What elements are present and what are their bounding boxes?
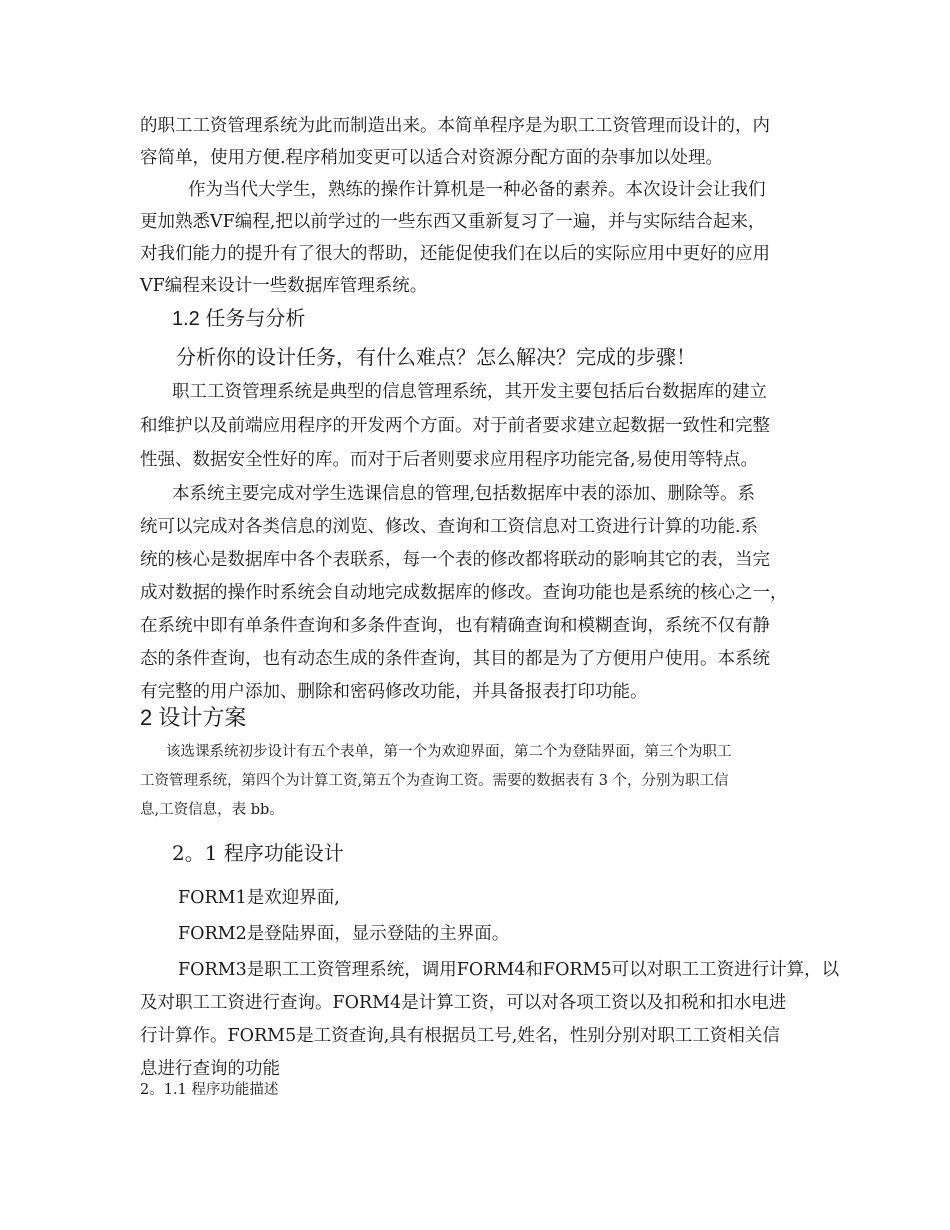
paragraph-line: 作为当代大学生，熟练的操作计算机是一种必备的素养。本次设计会让我们 (188, 180, 766, 200)
paragraph-line: 工资管理系统，第四个为计算工资,第五个为查询工资。需要的数据表有 3 个，分别为职工信 (140, 773, 729, 789)
paragraph-line: 对我们能力的提升有了很大的帮助，还能促使我们在以后的实际应用中更好的应用 (140, 244, 770, 264)
paragraph-line: VF编程来设计一些数据库管理系统。 (140, 276, 428, 296)
paragraph-line: 在系统中即有单条件查询和多条件查询，也有精确查询和模糊查询，系统不仅有静 (140, 616, 770, 636)
paragraph-line: 态的条件查询，也有动态生成的条件查询，其目的都是为了方便用户使用。本系统 (140, 649, 770, 669)
section-heading-2-1-1: 2。1.1 程序功能描述 (140, 1082, 279, 1098)
paragraph-line: 行计算作。FORM5是工资查询,具有根据员工号,姓名，性别分别对职工工资相关信 (140, 1026, 780, 1046)
section-heading-1-2: 1.2 任务与分析 (172, 308, 306, 330)
paragraph-line: 成对数据的操作时系统会自动地完成数据库的修改。查询功能也是系统的核心之一， (140, 583, 788, 603)
paragraph-line: 更加熟悉VF编程,把以前学过的一些东西又重新复习了一遍，并与实际结合起来， (140, 212, 766, 232)
paragraph-line: FORM3是职工工资管理系统，调用FORM4和FORM5可以对职工工资进行计算，以 (178, 960, 840, 980)
paragraph-line: 性强、数据安全性好的库。而对于后者则要求应用程序功能完备,易使用等特点。 (140, 450, 759, 470)
paragraph-line: FORM2是登陆界面，显示登陆的主界面。 (178, 924, 510, 944)
paragraph-line: FORM1是欢迎界面, (178, 888, 340, 908)
task-prompt: 分析你的设计任务，有什么难点？怎么解决？完成的步骤！ (176, 345, 696, 369)
paragraph-line: 本系统主要完成对学生选课信息的管理,包括数据库中表的添加、删除等。系 (172, 484, 756, 504)
paragraph-line: 容简单，使用方便.程序稍加变更可以适合对资源分配方面的杂事加以处理。 (140, 148, 724, 168)
paragraph-line: 有完整的用户添加、删除和密码修改功能，并具备报表打印功能。 (140, 682, 648, 702)
paragraph-line: 息,工资信息，表 bb。 (140, 802, 284, 818)
paragraph-line: 该选课系统初步设计有五个表单，第一个为欢迎界面，第二个为登陆界面，第三个为职工 (166, 744, 732, 760)
section-heading-2-1: 2。1 程序功能设计 (172, 841, 344, 865)
paragraph-line: 及对职工工资进行查询。FORM4是计算工资，可以对各项工资以及扣税和扣水电进 (140, 993, 787, 1013)
paragraph-line: 职工工资管理系统是典型的信息管理系统，其开发主要包括后台数据库的建立 (172, 382, 767, 402)
section-heading-2: 2 设计方案 (140, 705, 247, 730)
paragraph-line: 统的核心是数据库中各个表联系，每一个表的修改都将联动的影响其它的表，当完 (140, 550, 770, 570)
paragraph-line: 息进行查询的功能 (140, 1059, 280, 1079)
paragraph-line: 的职工工资管理系统为此而制造出来。本简单程序是为职工工资管理而设计的，内 (140, 116, 770, 136)
paragraph-line: 和维护以及前端应用程序的开发两个方面。对于前者要求建立起数据一致性和完整 (140, 416, 770, 436)
paragraph-line: 统可以完成对各类信息的浏览、修改、查询和工资信息对工资进行计算的功能.系 (140, 517, 759, 537)
